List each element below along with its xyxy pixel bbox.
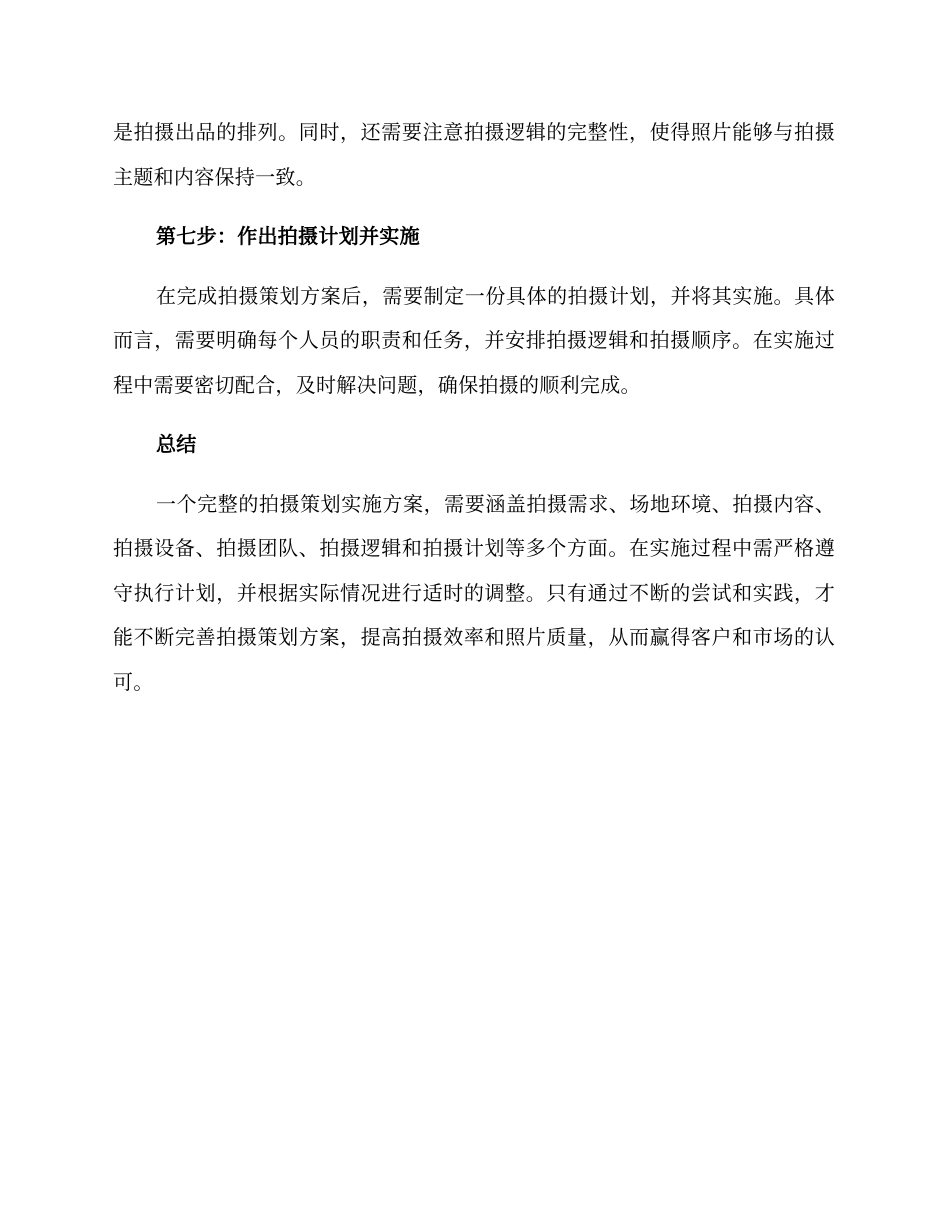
paragraph-gap: [113, 199, 835, 214]
paragraph-step-seven: 在完成拍摄策划方案后，需要制定一份具体的拍摄计划，并将其实施。具体而言，需要明确每个人员的职责和任务，并安排拍摄逻辑和拍摄顺序。在实施过程中需要密切配合，及时解决问题，确保拍摄的顺利完成。: [113, 283, 835, 397]
paragraph-continuation: 是拍摄出品的排列。同时，还需要注意拍摄逻辑的完整性，使得照片能够与拍摄主题和内容保持一致。: [113, 120, 835, 189]
document-body: [113, 110, 835, 704]
paragraph-gap: [113, 467, 835, 482]
section-heading-summary: 总结: [156, 432, 197, 456]
paragraph-gap: [113, 259, 835, 274]
paragraph-gap: [113, 407, 835, 422]
paragraph-summary: 一个完整的拍摄策划实施方案，需要涵盖拍摄需求、场地环境、拍摄内容、拍摄设备、拍摄团队、拍摄逻辑和拍摄计划等多个方面。在实施过程中需严格遵守执行计划，并根据实际情况进行适时的调整。只有通过不断的尝试和实践，才能不断完善拍摄策划方案，提高拍摄效率和照片质量，从而赢得客户和市场的认可。: [113, 491, 835, 694]
section-heading-step-seven: 第七步：作出拍摄计划并实施: [156, 224, 420, 248]
